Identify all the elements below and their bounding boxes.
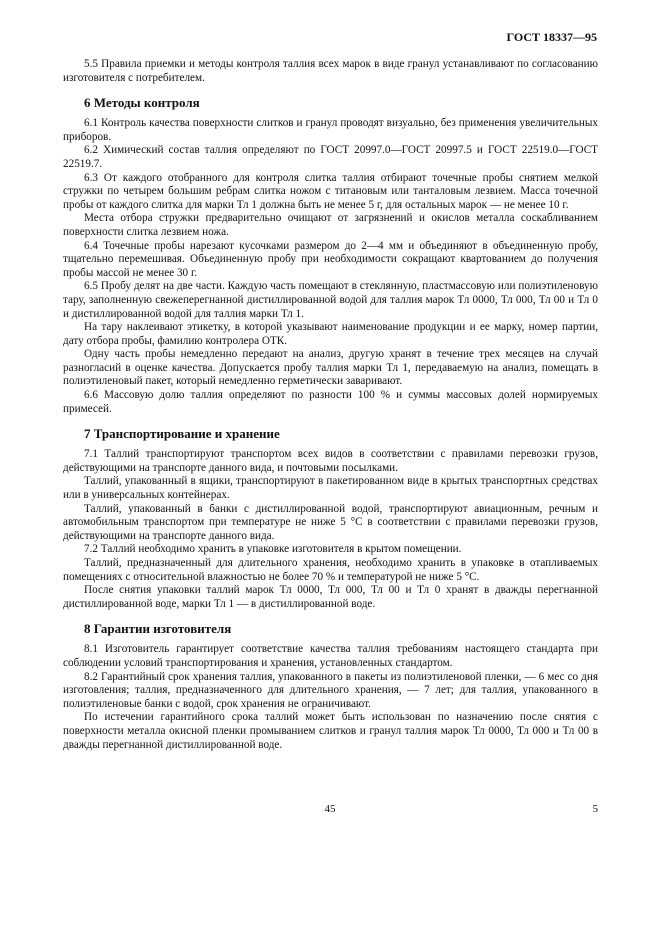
paragraph: По истечении гарантийного срока таллий может быть использован по назначению после снятия с поверхности металла окисной пленки промыванием слитков и гранул таллия марок Тл 0000, Тл 000 и Тл 00 в дважды перегнанной дистиллированной воде.	[63, 711, 598, 751]
paragraph: Таллий, предназначенный для длительного хранения, необходимо хранить в упаковке в отапливаемых помещениях с относительной влажностью не более 70 % и температурой не ниже 5 °С.	[63, 557, 598, 583]
page-number-right: 5	[592, 803, 598, 815]
paragraph: 7.2 Таллий необходимо хранить в упаковке изготовителя в крытом помещении.	[84, 543, 462, 556]
page-number-center: 45	[324, 803, 336, 815]
paragraph: Одну часть пробы немедленно передают на анализ, другую хранят в течение трех месяцев на случай разногласий в оценке качества. Допускается пробу таллия марки Тл 1, передаваемую на анализ, помещать в полиэтиленовый пакет, который немедленно герметически заваривают.	[63, 348, 598, 388]
paragraph: Таллий, упакованный в банки с дистиллированной водой, транспортируют авиационным, речным и автомобильным транспортом при температуре не ниже 5 °С в соответствии с правилами перевозки грузов, действующими на транспорте данного вида.	[63, 502, 598, 542]
paragraph: 6.5 Пробу делят на две части. Каждую часть помещают в стеклянную, пластмассовую или полиэтиленовую тару, заполненную свежеперегнанной дистиллированной водой для таллия марок Тл 0000, Тл 000, Тл 00 и Тл 0 и дистиллированной водой для таллия марки Тл 1.	[63, 280, 598, 320]
document-code: ГОСТ 18337—95	[506, 30, 597, 44]
paragraph: Таллий, упакованный в ящики, транспортируют в пакетированном виде в крытых транспортных средствах или в универсальных контейнерах.	[63, 475, 598, 502]
section-8-title: 8 Гарантии изготовителя	[84, 621, 232, 637]
paragraph: 7.1 Таллий транспортируют транспортом всех видов в соответствии с правилами перевозки грузов, действующими на транспорте данного вида, и почтовыми посылками.	[63, 448, 598, 474]
paragraph: 8.1 Изготовитель гарантирует соответствие качества таллия требованиям настоящего стандарта при соблюдении условий транспортирования и хранения, установленных стандартом.	[63, 643, 598, 669]
paragraph: 6.1 Контроль качества поверхности слитков и гранул проводят визуально, без применения увеличительных приборов.	[63, 117, 598, 143]
paragraph-5-5: 5.5 Правила приемки и методы контроля таллия всех марок в виде гранул устанавливают по согласованию изготовителя с потребителем.	[63, 58, 598, 84]
section-6-title: 6 Методы контроля	[84, 95, 200, 111]
paragraph: 6.2 Химический состав таллия определяют по ГОСТ 20997.0—ГОСТ 20997.5 и ГОСТ 22519.0—ГОСТ 22519.7.	[63, 144, 598, 170]
paragraph: После снятия упаковки таллий марок Тл 0000, Тл 000, Тл 00 и Тл 0 хранят в дважды перегнанной дистиллированной воде, марки Тл 1 — в дистиллированной воде.	[63, 584, 598, 610]
page-content	[63, 58, 598, 752]
paragraph: 6.4 Точечные пробы нарезают кусочками размером до 2—4 мм и объединяют в объединенную пробу, тщательно перемешивая. Объединенную пробу при необходимости сокращают квартованием до получения пробы массой не менее 30 г.	[63, 239, 598, 279]
paragraph: Места отбора стружки предварительно очищают от загрязнений и окислов металла соскабливанием поверхности слитка лезвием ножа.	[63, 212, 598, 238]
paragraph: 6.6 Массовую долю таллия определяют по разности 100 % и суммы массовых долей нормируемых примесей.	[63, 389, 598, 415]
paragraph: На тару наклеивают этикетку, в которой указывают наименование продукции и ее марку, номер партии, дату отбора пробы, фамилию контролера ОТК.	[63, 321, 598, 347]
paragraph: 8.2 Гарантийный срок хранения таллия, упакованного в пакеты из полиэтиленовой пленки, — 6 мес со дня изготовления; таллия, предназначенного для длительного хранения, — 7 лет; для таллия, упакованного в полиэтиленовые банки с водой, срок хранения не ограничивают.	[63, 670, 598, 710]
section-7-title: 7 Транспортирование и хранение	[84, 426, 280, 442]
paragraph: 6.3 От каждого отобранного для контроля слитка таллия отбирают точечные пробы снятием мелкой стружки по четырем большим ребрам слитка ножом с титановым или танталовым лезвием. Масса точечной пробы от каждого слитка для марки Тл 1 должна быть не менее 5 г, для остальных марок — не менее 10 г.	[63, 171, 598, 211]
